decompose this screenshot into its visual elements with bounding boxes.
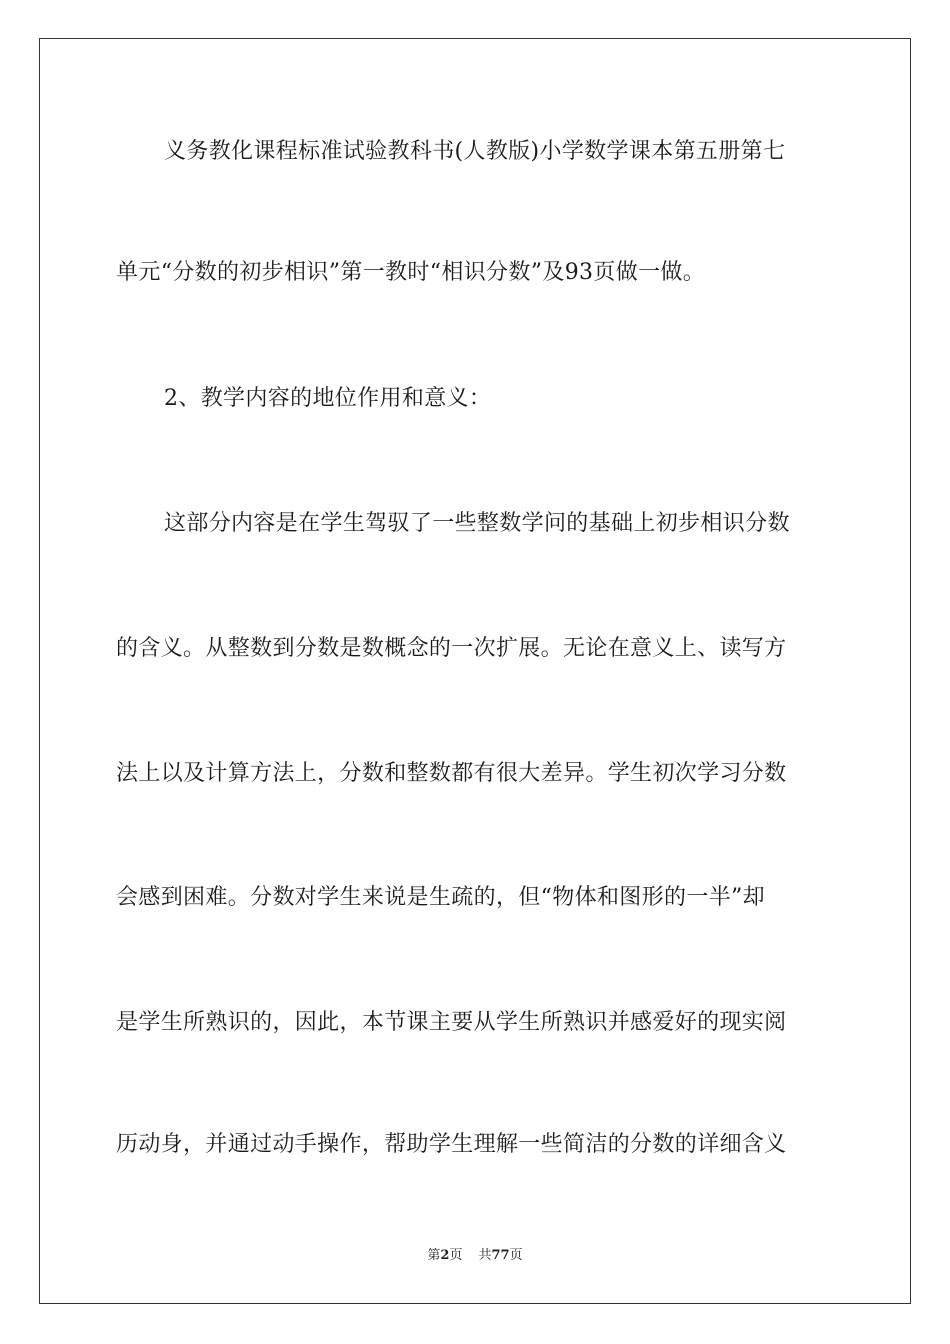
total-pages: 77 <box>491 1248 510 1263</box>
page-border <box>39 38 911 1304</box>
total-suffix: 页 <box>509 1248 523 1263</box>
body-line-4: 的含义。从整数到分数是数概念的一次扩展。无论在意义上、读写方 <box>116 636 787 661</box>
page-suffix: 页 <box>449 1248 463 1263</box>
body-line-5: 法上以及计算方法上，分数和整数都有很大差异。学生初次学习分数 <box>116 761 787 786</box>
section-heading: 2、教学内容的地位作用和意义： <box>164 386 492 411</box>
page-footer <box>0 1247 950 1265</box>
body-line-6: 会感到困难。分数对学生来说是生疏的，但“物体和图形的一半”却 <box>116 885 765 910</box>
total-prefix: 共 <box>478 1248 492 1263</box>
body-line-3: 这部分内容是在学生驾驭了一些整数学问的基础上初步相识分数 <box>164 511 790 536</box>
body-line-2: 单元“分数的初步相识”第一教时“相识分数”及93页做一做。 <box>116 260 706 285</box>
page-prefix: 第 <box>427 1248 441 1263</box>
page-number: 2 <box>440 1248 450 1263</box>
body-line-7: 是学生所熟识的，因此，本节课主要从学生所熟识并感爱好的现实阅 <box>116 1010 787 1035</box>
body-line-8: 历动身，并通过动手操作，帮助学生理解一些简洁的分数的详细含义 <box>116 1132 787 1157</box>
body-line-1: 义务教化课程标准试验教科书(人教版)小学数学课本第五册第七 <box>164 139 786 164</box>
